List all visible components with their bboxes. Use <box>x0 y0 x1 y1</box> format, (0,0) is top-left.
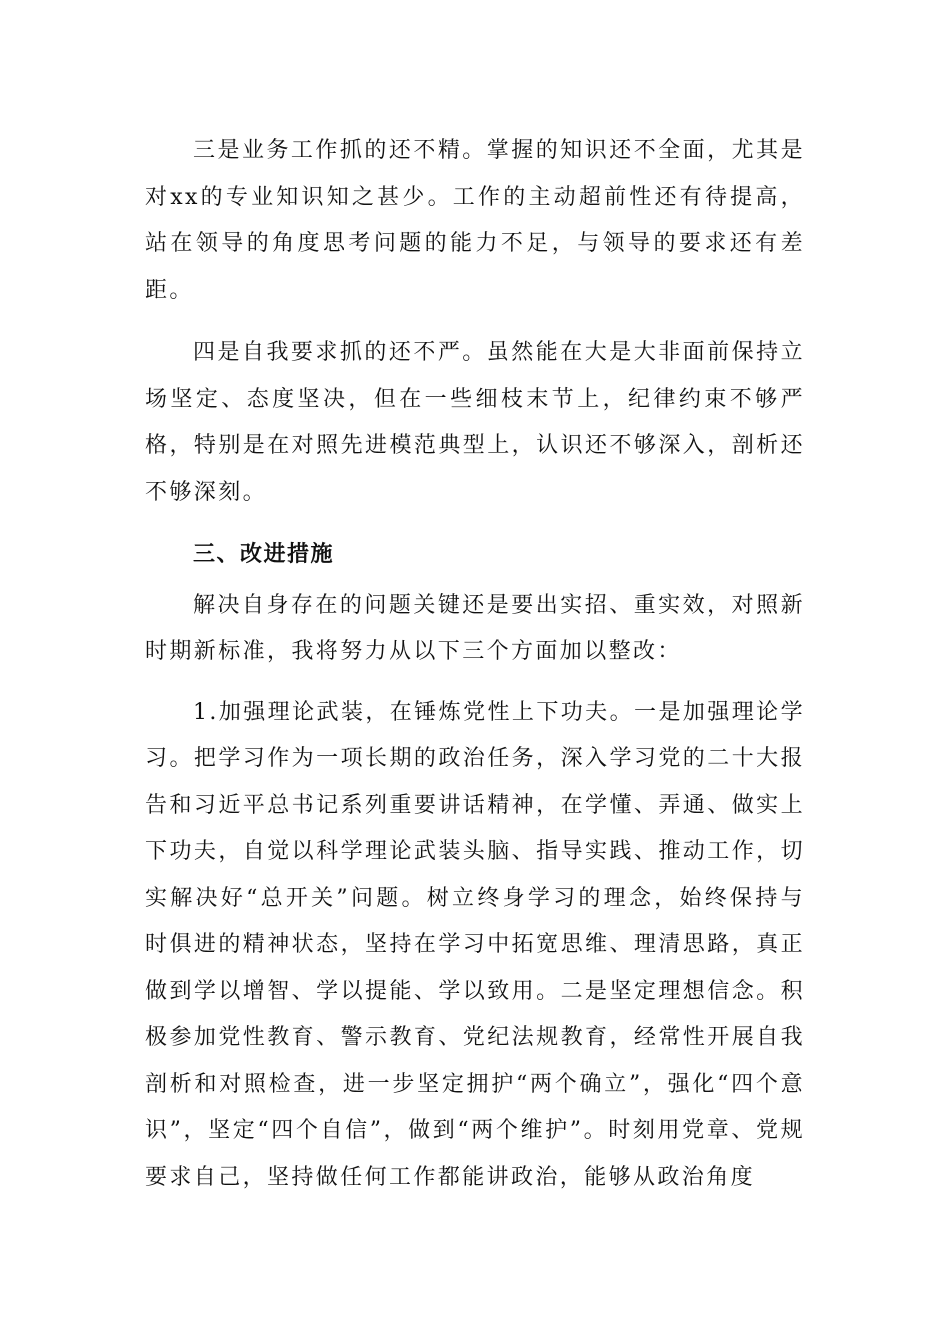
paragraph-improvement-intro: 解决自身存在的问题关键还是要出实招、重实效，对照新时期新标准，我将努力从以下三个方面加以整改： <box>145 592 805 664</box>
document-body <box>145 128 805 1201</box>
paragraph-theory-arming: 1.加强理论武装，在锤炼党性上下功夫。一是加强理论学习。把学习作为一项长期的政治任务，深入学习党的二十大报告和习近平总书记系列重要讲话精神，在学懂、弄通、做实上下功夫，自觉以科学理论武装头脑、指导实践、推动工作，切实解决好“总开关”问题。树立终身学习的理念，始终保持与时俱进的精神状态，坚持在学习中拓宽思维、理清思路，真正做到学以增智、学以提能、学以致用。二是坚定理想信念。积极参加党性教育、警示教育、党纪法规教育，经常性开展自我剖析和对照检查，进一步坚定拥护“两个确立”，强化“四个意识”，坚定“四个自信”，做到“两个维护”。时刻用党章、党规要求自己，坚持做任何工作都能讲政治，能够从政治角度 <box>145 699 805 1190</box>
section-heading: 三、改进措施 <box>193 542 335 567</box>
paragraph-business-work: 三是业务工作抓的还不精。掌握的知识还不全面，尤其是对xx的专业知识知之甚少。工作的主动超前性还有待提高，站在领导的角度思考问题的能力不足，与领导的要求还有差距。 <box>145 138 805 303</box>
paragraph-self-requirement: 四是自我要求抓的还不严。虽然能在大是大非面前保持立场坚定、态度坚决，但在一些细枝末节上，纪律约束不够严格，特别是在对照先进模范典型上，认识还不够深入，剖析还不够深刻。 <box>145 340 805 505</box>
